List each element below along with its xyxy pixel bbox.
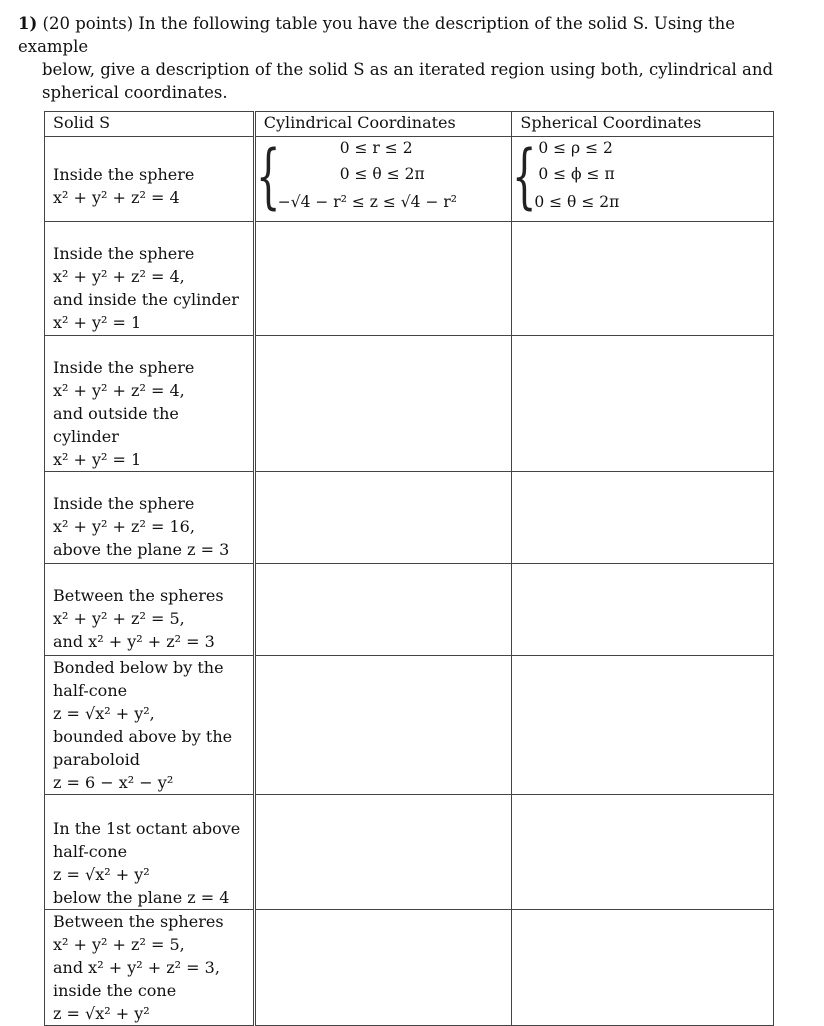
solid-line: above the plane z = 3 [53,540,230,559]
example-solid-line: Inside the sphere [53,165,195,184]
solid-line: below the plane z = 4 [53,888,230,907]
example-sph-line: 0 ≤ θ ≤ 2π [534,193,620,211]
solid-line: Inside the sphere [53,494,195,513]
header-cylindrical: Cylindrical Coordinates [254,112,512,137]
solid-line: bounded above by the [53,727,233,746]
solid-line: z = 6 − x² − y² [53,773,174,792]
table-row [45,656,774,795]
header-spherical: Spherical Coordinates [512,112,774,137]
solid-line: half-cone [53,681,128,700]
solid-cell [45,336,255,472]
solid-line: z = √x² + y² [53,1004,150,1023]
solid-line: x² + y² + z² = 16, [53,517,195,536]
solid-line: Bonded below by the [53,658,224,677]
example-sph-line: 0 ≤ ϕ ≤ π [538,165,615,183]
solid-line: and outside the cylinder [53,404,179,446]
example-solid-cell [45,137,255,222]
spherical-answer-cell[interactable] [512,795,774,910]
example-cyl-line: 0 ≤ r ≤ 2 [339,139,413,157]
solid-line: inside the cone [53,981,177,1000]
header-row [45,112,774,137]
solid-line: x² + y² = 1 [53,450,142,469]
solid-line: Between the spheres [53,586,224,605]
table-row [45,910,774,1026]
problem-line-2: below, give a description of the solid S as an iterated region using both, cylindrical and [42,60,774,79]
spherical-answer-cell[interactable] [512,564,774,656]
example-solid-line: x² + y² + z² = 4 [53,188,180,207]
solid-cell [45,795,255,910]
solid-line: Inside the sphere [53,244,195,263]
solid-cell [45,472,255,564]
example-row [45,137,774,222]
spherical-answer-cell[interactable] [512,910,774,1026]
example-cylindrical-cell [254,137,512,222]
solid-line: and x² + y² + z² = 3, [53,958,220,977]
table-row [45,472,774,564]
header-solid: Solid S [45,112,255,137]
problem-line-1: (20 points) In the following table you have the description of the solid S. Using the example [18,14,736,56]
spherical-answer-cell[interactable] [512,222,774,336]
solid-line: x² + y² + z² = 5, [53,935,185,954]
problem-line-3: spherical coordinates. [42,83,228,102]
table-row [45,222,774,336]
left-brace-icon: { [255,135,281,217]
example-spherical-cell [512,137,774,222]
cylindrical-answer-cell[interactable] [254,472,512,564]
solid-line: Inside the sphere [53,358,195,377]
spherical-answer-cell[interactable] [512,336,774,472]
solid-line: half-cone [53,842,128,861]
solid-line: z = √x² + y² [53,865,150,884]
spherical-answer-cell[interactable] [512,656,774,795]
cylindrical-answer-cell[interactable] [254,910,512,1026]
problem-number: 1) [18,14,38,33]
solid-line: In the 1st octant above [53,819,241,838]
cylindrical-answer-cell[interactable] [254,336,512,472]
example-cyl-line: −√4 − r² ≤ z ≤ √4 − r² [277,193,457,211]
cylindrical-answer-cell[interactable] [254,222,512,336]
example-cyl-line: 0 ≤ θ ≤ 2π [339,165,425,183]
solid-line: paraboloid [53,750,140,769]
table-row [45,336,774,472]
solid-line: x² + y² = 1 [53,313,142,332]
solid-line: and x² + y² + z² = 3 [53,632,215,651]
cylindrical-answer-cell[interactable] [254,795,512,910]
table-row [45,795,774,910]
spherical-answer-cell[interactable] [512,472,774,564]
solid-cell [45,222,255,336]
solid-line: x² + y² + z² = 4, [53,267,185,286]
table-row [45,564,774,656]
cylindrical-answer-cell[interactable] [254,656,512,795]
solid-line: and inside the cylinder [53,290,239,309]
example-sph-line: 0 ≤ ρ ≤ 2 [538,139,613,157]
solid-line: x² + y² + z² = 4, [53,381,185,400]
solid-cell [45,656,255,795]
solid-cell [45,564,255,656]
problem-statement [18,12,778,104]
left-brace-icon: { [512,135,537,217]
solid-line: Between the spheres [53,912,224,931]
solid-line: z = √x² + y², [53,704,155,723]
coordinates-table [44,111,774,1026]
solid-cell [45,910,255,1026]
solid-line: x² + y² + z² = 5, [53,609,185,628]
cylindrical-answer-cell[interactable] [254,564,512,656]
